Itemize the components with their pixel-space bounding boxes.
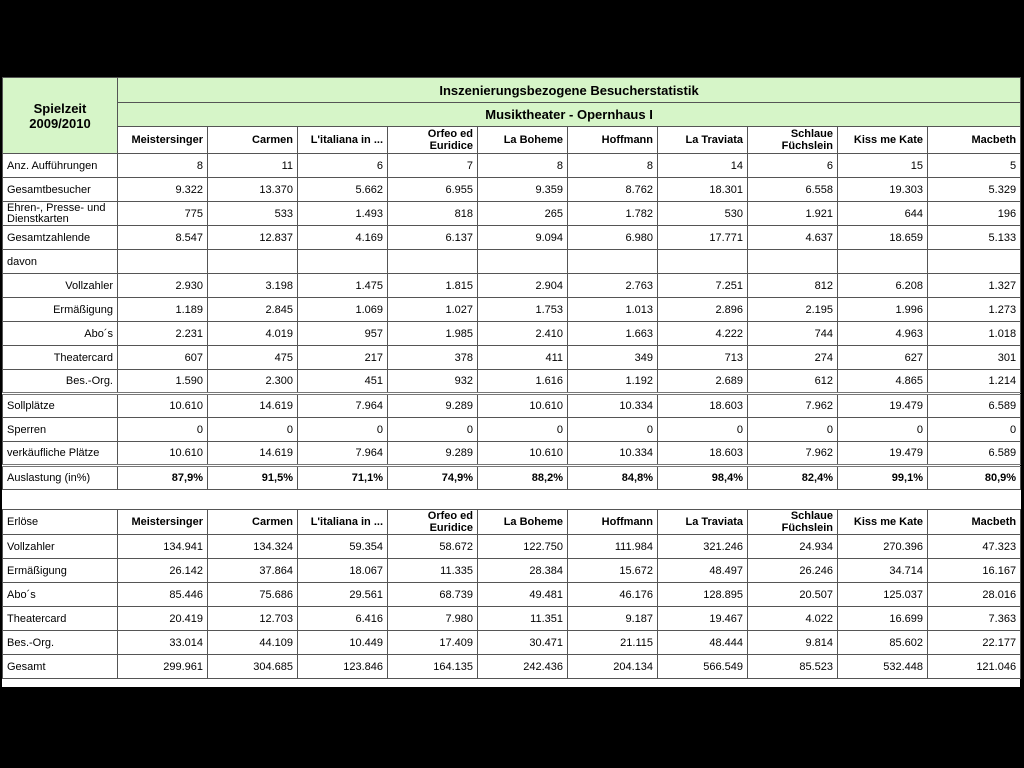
- row-label: Gesamtzahlende: [3, 226, 118, 250]
- value-cell: 98,4%: [658, 466, 748, 490]
- value-cell: 3.198: [208, 274, 298, 298]
- value-cell: 451: [298, 370, 388, 394]
- value-cell: 9.814: [748, 631, 838, 655]
- header-label-cell: Erlöse: [3, 510, 118, 535]
- value-cell: 11.351: [478, 607, 568, 631]
- value-cell: 87,9%: [118, 466, 208, 490]
- table-subtitle: Musiktheater - Opernhaus I: [118, 103, 1021, 127]
- production-header: Macbeth: [928, 127, 1021, 154]
- row-label: Sollplätze: [3, 394, 118, 418]
- value-cell: 644: [838, 202, 928, 226]
- table-row: [3, 370, 1021, 394]
- table-row: [3, 394, 1021, 418]
- value-cell: 122.750: [478, 535, 568, 559]
- value-cell: 0: [928, 418, 1021, 442]
- value-cell: 2.689: [658, 370, 748, 394]
- value-cell: 30.471: [478, 631, 568, 655]
- value-cell: 299.961: [118, 655, 208, 679]
- value-cell: 532.448: [838, 655, 928, 679]
- value-cell: 26.142: [118, 559, 208, 583]
- value-cell: 4.019: [208, 322, 298, 346]
- visitor-statistics-table: [2, 77, 1021, 679]
- value-cell: 6.980: [568, 226, 658, 250]
- value-cell: 74,9%: [388, 466, 478, 490]
- table-row: [3, 559, 1021, 583]
- row-label: Anz. Aufführungen: [3, 154, 118, 178]
- value-cell: 17.409: [388, 631, 478, 655]
- value-cell: 19.479: [838, 394, 928, 418]
- separator-cell: [3, 490, 1021, 510]
- row-label: davon: [3, 250, 118, 274]
- value-cell: 134.941: [118, 535, 208, 559]
- value-cell: 14.619: [208, 442, 298, 466]
- value-cell: [208, 250, 298, 274]
- value-cell: 4.222: [658, 322, 748, 346]
- value-cell: 18.659: [838, 226, 928, 250]
- value-cell: 26.246: [748, 559, 838, 583]
- value-cell: 10.610: [118, 394, 208, 418]
- row-label: Vollzahler: [3, 535, 118, 559]
- value-cell: 59.354: [298, 535, 388, 559]
- value-cell: 4.637: [748, 226, 838, 250]
- value-cell: 16.167: [928, 559, 1021, 583]
- value-cell: 15.672: [568, 559, 658, 583]
- value-cell: 2.763: [568, 274, 658, 298]
- value-cell: 4.169: [298, 226, 388, 250]
- value-cell: 775: [118, 202, 208, 226]
- row-label: Theatercard: [3, 346, 118, 370]
- value-cell: 71,1%: [298, 466, 388, 490]
- value-cell: 1.753: [478, 298, 568, 322]
- value-cell: 14: [658, 154, 748, 178]
- table-row: [3, 298, 1021, 322]
- value-cell: 44.109: [208, 631, 298, 655]
- value-cell: 2.896: [658, 298, 748, 322]
- value-cell: 9.289: [388, 394, 478, 418]
- value-cell: 530: [658, 202, 748, 226]
- value-cell: 4.865: [838, 370, 928, 394]
- value-cell: 47.323: [928, 535, 1021, 559]
- value-cell: 349: [568, 346, 658, 370]
- value-cell: 10.449: [298, 631, 388, 655]
- value-cell: 4.022: [748, 607, 838, 631]
- value-cell: 48.497: [658, 559, 748, 583]
- value-cell: 8.547: [118, 226, 208, 250]
- value-cell: 1.782: [568, 202, 658, 226]
- table-row: [3, 607, 1021, 631]
- value-cell: 29.561: [298, 583, 388, 607]
- value-cell: 1.013: [568, 298, 658, 322]
- value-cell: 82,4%: [748, 466, 838, 490]
- value-cell: 812: [748, 274, 838, 298]
- value-cell: 6.558: [748, 178, 838, 202]
- value-cell: 744: [748, 322, 838, 346]
- value-cell: 533: [208, 202, 298, 226]
- value-cell: 2.845: [208, 298, 298, 322]
- value-cell: 1.192: [568, 370, 658, 394]
- value-cell: 7.363: [928, 607, 1021, 631]
- production-header: La Boheme: [478, 127, 568, 154]
- value-cell: 121.046: [928, 655, 1021, 679]
- value-cell: 21.115: [568, 631, 658, 655]
- spreadsheet: [2, 77, 1020, 687]
- table-row: [3, 154, 1021, 178]
- row-label: Vollzahler: [3, 274, 118, 298]
- value-cell: 14.619: [208, 394, 298, 418]
- value-cell: 9.322: [118, 178, 208, 202]
- value-cell: 1.189: [118, 298, 208, 322]
- row-label: Ermäßigung: [3, 559, 118, 583]
- value-cell: 68.739: [388, 583, 478, 607]
- value-cell: 75.686: [208, 583, 298, 607]
- value-cell: 2.930: [118, 274, 208, 298]
- value-cell: 12.703: [208, 607, 298, 631]
- value-cell: 6.955: [388, 178, 478, 202]
- value-cell: 2.231: [118, 322, 208, 346]
- value-cell: 128.895: [658, 583, 748, 607]
- season-cell: [3, 78, 118, 154]
- value-cell: 204.134: [568, 655, 658, 679]
- value-cell: 20.419: [118, 607, 208, 631]
- value-cell: 49.481: [478, 583, 568, 607]
- value-cell: 19.467: [658, 607, 748, 631]
- value-cell: 4.963: [838, 322, 928, 346]
- value-cell: 1.069: [298, 298, 388, 322]
- value-cell: 1.018: [928, 322, 1021, 346]
- value-cell: 6: [748, 154, 838, 178]
- value-cell: 9.187: [568, 607, 658, 631]
- table-row: [3, 535, 1021, 559]
- value-cell: 8: [118, 154, 208, 178]
- value-cell: 1.475: [298, 274, 388, 298]
- table-row: [3, 346, 1021, 370]
- value-cell: 11.335: [388, 559, 478, 583]
- value-cell: 378: [388, 346, 478, 370]
- value-cell: 13.370: [208, 178, 298, 202]
- value-cell: 10.334: [568, 394, 658, 418]
- table-title: Inszenierungsbezogene Besucherstatistik: [118, 78, 1021, 103]
- value-cell: 33.014: [118, 631, 208, 655]
- value-cell: 1.214: [928, 370, 1021, 394]
- value-cell: [838, 250, 928, 274]
- value-cell: 9.289: [388, 442, 478, 466]
- value-cell: 18.603: [658, 394, 748, 418]
- value-cell: 17.771: [658, 226, 748, 250]
- value-cell: [118, 250, 208, 274]
- value-cell: 20.507: [748, 583, 838, 607]
- value-cell: 818: [388, 202, 478, 226]
- value-cell: 1.985: [388, 322, 478, 346]
- value-cell: 9.359: [478, 178, 568, 202]
- table-row: [3, 322, 1021, 346]
- table-row: [3, 418, 1021, 442]
- value-cell: 0: [118, 418, 208, 442]
- value-cell: 28.016: [928, 583, 1021, 607]
- value-cell: 134.324: [208, 535, 298, 559]
- table-row: [3, 274, 1021, 298]
- value-cell: 7.964: [298, 394, 388, 418]
- value-cell: 1.616: [478, 370, 568, 394]
- production-header: Macbeth: [928, 510, 1021, 535]
- value-cell: 1.921: [748, 202, 838, 226]
- table-row: [3, 631, 1021, 655]
- production-header: Kiss me Kate: [838, 510, 928, 535]
- production-header: Schlaue Füchslein: [748, 127, 838, 154]
- value-cell: 274: [748, 346, 838, 370]
- value-cell: 7.962: [748, 442, 838, 466]
- value-cell: [658, 250, 748, 274]
- value-cell: 5.329: [928, 178, 1021, 202]
- value-cell: 85.523: [748, 655, 838, 679]
- value-cell: 2.300: [208, 370, 298, 394]
- value-cell: 58.672: [388, 535, 478, 559]
- value-cell: 46.176: [568, 583, 658, 607]
- value-cell: 15: [838, 154, 928, 178]
- table-row: [3, 442, 1021, 466]
- value-cell: 91,5%: [208, 466, 298, 490]
- value-cell: 0: [208, 418, 298, 442]
- value-cell: 19.303: [838, 178, 928, 202]
- value-cell: [298, 250, 388, 274]
- value-cell: 88,2%: [478, 466, 568, 490]
- table-row: [3, 655, 1021, 679]
- value-cell: 932: [388, 370, 478, 394]
- value-cell: 8.762: [568, 178, 658, 202]
- row-label: Abo´s: [3, 583, 118, 607]
- value-cell: 5: [928, 154, 1021, 178]
- value-cell: 84,8%: [568, 466, 658, 490]
- season-value: 2009/2010: [29, 115, 91, 131]
- value-cell: 6.416: [298, 607, 388, 631]
- value-cell: 6.589: [928, 442, 1021, 466]
- value-cell: 22.177: [928, 631, 1021, 655]
- value-cell: 607: [118, 346, 208, 370]
- table-row: [3, 178, 1021, 202]
- value-cell: 11: [208, 154, 298, 178]
- production-header: Hoffmann: [568, 510, 658, 535]
- value-cell: 18.301: [658, 178, 748, 202]
- value-cell: 2.195: [748, 298, 838, 322]
- production-header: Orfeo ed Euridice: [388, 510, 478, 535]
- production-header: Kiss me Kate: [838, 127, 928, 154]
- value-cell: 217: [298, 346, 388, 370]
- value-cell: 16.699: [838, 607, 928, 631]
- value-cell: 1.590: [118, 370, 208, 394]
- row-label: Bes.-Org.: [3, 370, 118, 394]
- value-cell: 7.964: [298, 442, 388, 466]
- table-row: [3, 583, 1021, 607]
- value-cell: 0: [568, 418, 658, 442]
- value-cell: 1.996: [838, 298, 928, 322]
- value-cell: 0: [388, 418, 478, 442]
- value-cell: 627: [838, 346, 928, 370]
- row-label: Theatercard: [3, 607, 118, 631]
- row-label: Abo´s: [3, 322, 118, 346]
- value-cell: 24.934: [748, 535, 838, 559]
- value-cell: [568, 250, 658, 274]
- row-label: Ermäßigung: [3, 298, 118, 322]
- value-cell: 713: [658, 346, 748, 370]
- value-cell: 7.962: [748, 394, 838, 418]
- value-cell: 1.815: [388, 274, 478, 298]
- value-cell: 1.027: [388, 298, 478, 322]
- value-cell: 85.602: [838, 631, 928, 655]
- value-cell: [748, 250, 838, 274]
- row-label: verkäufliche Plätze: [3, 442, 118, 466]
- production-header: Carmen: [208, 127, 298, 154]
- value-cell: [388, 250, 478, 274]
- row-label: Ehren-, Presse- und Dienstkarten: [3, 202, 118, 226]
- value-cell: 10.610: [478, 394, 568, 418]
- value-cell: 0: [298, 418, 388, 442]
- value-cell: 37.864: [208, 559, 298, 583]
- row-label: Sperren: [3, 418, 118, 442]
- value-cell: 301: [928, 346, 1021, 370]
- value-cell: 7.980: [388, 607, 478, 631]
- value-cell: 125.037: [838, 583, 928, 607]
- value-cell: 10.610: [478, 442, 568, 466]
- value-cell: 411: [478, 346, 568, 370]
- value-cell: 475: [208, 346, 298, 370]
- value-cell: 19.479: [838, 442, 928, 466]
- table-row: [3, 250, 1021, 274]
- value-cell: 321.246: [658, 535, 748, 559]
- value-cell: 123.846: [298, 655, 388, 679]
- value-cell: 9.094: [478, 226, 568, 250]
- value-cell: 99,1%: [838, 466, 928, 490]
- row-label: Auslastung (in%): [3, 466, 118, 490]
- value-cell: [478, 250, 568, 274]
- production-header-row: [3, 127, 1021, 154]
- value-cell: 0: [658, 418, 748, 442]
- value-cell: 5.662: [298, 178, 388, 202]
- value-cell: 10.610: [118, 442, 208, 466]
- production-header: Meistersinger: [118, 127, 208, 154]
- production-header: Orfeo ed Euridice: [388, 127, 478, 154]
- season-label: Spielzeit: [33, 100, 87, 116]
- value-cell: 196: [928, 202, 1021, 226]
- value-cell: 10.334: [568, 442, 658, 466]
- value-cell: [928, 250, 1021, 274]
- value-cell: 6: [298, 154, 388, 178]
- production-header: L'italiana in ...: [298, 127, 388, 154]
- value-cell: 0: [838, 418, 928, 442]
- value-cell: 7.251: [658, 274, 748, 298]
- value-cell: 28.384: [478, 559, 568, 583]
- value-cell: 164.135: [388, 655, 478, 679]
- production-header: Schlaue Füchslein: [748, 510, 838, 535]
- value-cell: 270.396: [838, 535, 928, 559]
- value-cell: 0: [478, 418, 568, 442]
- value-cell: 80,9%: [928, 466, 1021, 490]
- value-cell: 2.410: [478, 322, 568, 346]
- value-cell: 8: [568, 154, 658, 178]
- value-cell: 2.904: [478, 274, 568, 298]
- value-cell: 304.685: [208, 655, 298, 679]
- value-cell: 957: [298, 322, 388, 346]
- value-cell: 612: [748, 370, 838, 394]
- value-cell: 6.208: [838, 274, 928, 298]
- separator-row: [3, 490, 1021, 510]
- value-cell: 48.444: [658, 631, 748, 655]
- value-cell: 18.067: [298, 559, 388, 583]
- value-cell: 1.273: [928, 298, 1021, 322]
- value-cell: 8: [478, 154, 568, 178]
- revenue-header-row: [3, 510, 1021, 535]
- value-cell: 12.837: [208, 226, 298, 250]
- table-row: [3, 466, 1021, 490]
- row-label: Gesamt: [3, 655, 118, 679]
- value-cell: 7: [388, 154, 478, 178]
- production-header: Hoffmann: [568, 127, 658, 154]
- production-header: Meistersinger: [118, 510, 208, 535]
- value-cell: 1.327: [928, 274, 1021, 298]
- value-cell: 242.436: [478, 655, 568, 679]
- production-header: Carmen: [208, 510, 298, 535]
- production-header: La Traviata: [658, 510, 748, 535]
- value-cell: 6.137: [388, 226, 478, 250]
- production-header: L'italiana in ...: [298, 510, 388, 535]
- value-cell: 18.603: [658, 442, 748, 466]
- value-cell: 0: [748, 418, 838, 442]
- value-cell: 1.663: [568, 322, 658, 346]
- production-header: La Traviata: [658, 127, 748, 154]
- production-header: La Boheme: [478, 510, 568, 535]
- row-label: Gesamtbesucher: [3, 178, 118, 202]
- value-cell: 1.493: [298, 202, 388, 226]
- value-cell: 111.984: [568, 535, 658, 559]
- value-cell: 566.549: [658, 655, 748, 679]
- value-cell: 6.589: [928, 394, 1021, 418]
- value-cell: 265: [478, 202, 568, 226]
- value-cell: 85.446: [118, 583, 208, 607]
- table-row: [3, 226, 1021, 250]
- row-label: Bes.-Org.: [3, 631, 118, 655]
- value-cell: 34.714: [838, 559, 928, 583]
- table-row: [3, 202, 1021, 226]
- value-cell: 5.133: [928, 226, 1021, 250]
